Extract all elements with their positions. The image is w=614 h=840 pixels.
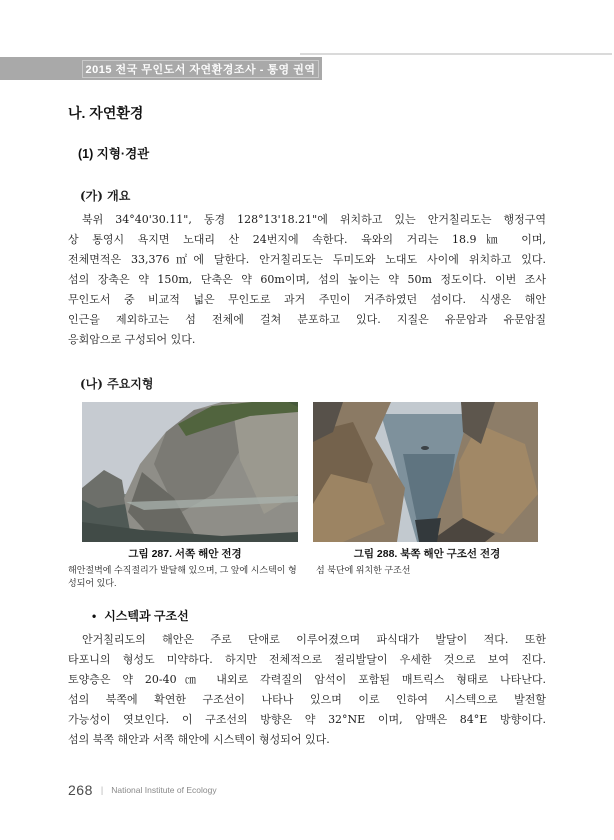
paragraph-line: 안거칠리도의 해안은 주로 단애로 이루어졌으며 파식대가 발달이 적다. 또한 — [82, 633, 546, 646]
figure-west-coast — [68, 402, 302, 590]
figure-caption: 그림 287. 서쪽 해안 전경 — [128, 548, 242, 560]
header-rule — [300, 53, 612, 55]
figure-north-coast — [308, 402, 546, 590]
paragraph-line: 인근을 제외하고는 섬 전체에 걸쳐 분포하고 있다. 지질은 유문암과 유문암질 — [68, 313, 546, 326]
running-header-title: 2015 전국 무인도서 자연환경조사 - 통영 권역 — [82, 60, 319, 78]
paragraph-line: 섬의 북쪽 해안과 서쪽 해안에 시스텍이 형성되어 있다. — [68, 733, 330, 746]
page-footer — [68, 782, 217, 798]
overview-heading: (가) 개요 — [80, 189, 131, 203]
bullet-heading-label: 시스텍과 구조선 — [104, 609, 189, 623]
overview-paragraph — [68, 210, 546, 350]
bullet-heading — [92, 608, 546, 624]
publisher-name: National Institute of Ecology — [111, 785, 217, 795]
paragraph-line: 북위 34°40'30.11", 동경 128°13'18.21"에 위치하고 있는 안거칠리도는 행정구역 — [82, 213, 546, 226]
paragraph-line: 가능성이 엿보인다. 이 구조선의 방향은 약 32°NE 이며, 암맥은 84°E 방향이다. — [68, 713, 546, 726]
paragraph-line: 상 통영시 욕지면 노대리 산 24번지에 속한다. 육와의 거리는 18.9㎞ 이며, — [68, 233, 546, 246]
paragraph-line: 타포니의 형성도 미약하다. 하지만 전체적으로 절리발달이 우세한 것으로 보여 진다. — [68, 653, 546, 666]
figure-row — [68, 402, 546, 590]
figure-description: 섬 북단에 위치한 구조선 — [316, 565, 411, 575]
section-heading: 나. 자연환경 — [68, 105, 144, 121]
detail-paragraph — [68, 630, 546, 750]
landforms-heading: (나) 주요지형 — [80, 377, 154, 391]
figure-caption: 그림 288. 북쪽 해안 구조선 전경 — [353, 548, 501, 560]
paragraph-line: 무인도서 중 비교적 넓은 무인도로 과거 주민이 거주하였던 섬이다. 식생은 해안 — [68, 293, 546, 306]
paragraph-line: 응회암으로 구성되어 있다. — [68, 333, 196, 346]
footer-divider: | — [100, 785, 104, 795]
figure-description: 해안절벽에 수직절리가 발달해 있으며, 그 앞에 시스텍이 형성되어 있다. — [68, 565, 297, 588]
page-content — [68, 104, 546, 750]
bullet-icon: • — [92, 609, 97, 623]
paragraph-line: 전체면적은 33,376㎡에 달한다. 안거칠리도는 두미도와 노대도 사이에 위치하고 있다. — [68, 253, 546, 266]
north-coast-photo — [313, 402, 538, 542]
running-header-band — [0, 57, 322, 80]
paragraph-line: 섬의 북쪽에 확연한 구조선이 나타나 있으며 이로 인하여 시스텍으로 발전할 — [68, 693, 546, 706]
subsection-heading: (1) 지형·경관 — [78, 147, 150, 161]
page-number: 268 — [68, 782, 93, 798]
paragraph-line: 토양층은 약 20-40㎝ 내외로 각력질의 암석이 포함된 매트릭스 형태로 나타난다. — [68, 673, 546, 686]
paragraph-line: 섬의 장축은 약 150m, 단축은 약 60m이며, 섬의 높이는 약 50m 정도이다. 이번 조사 — [68, 273, 546, 286]
west-coast-photo — [82, 402, 298, 542]
